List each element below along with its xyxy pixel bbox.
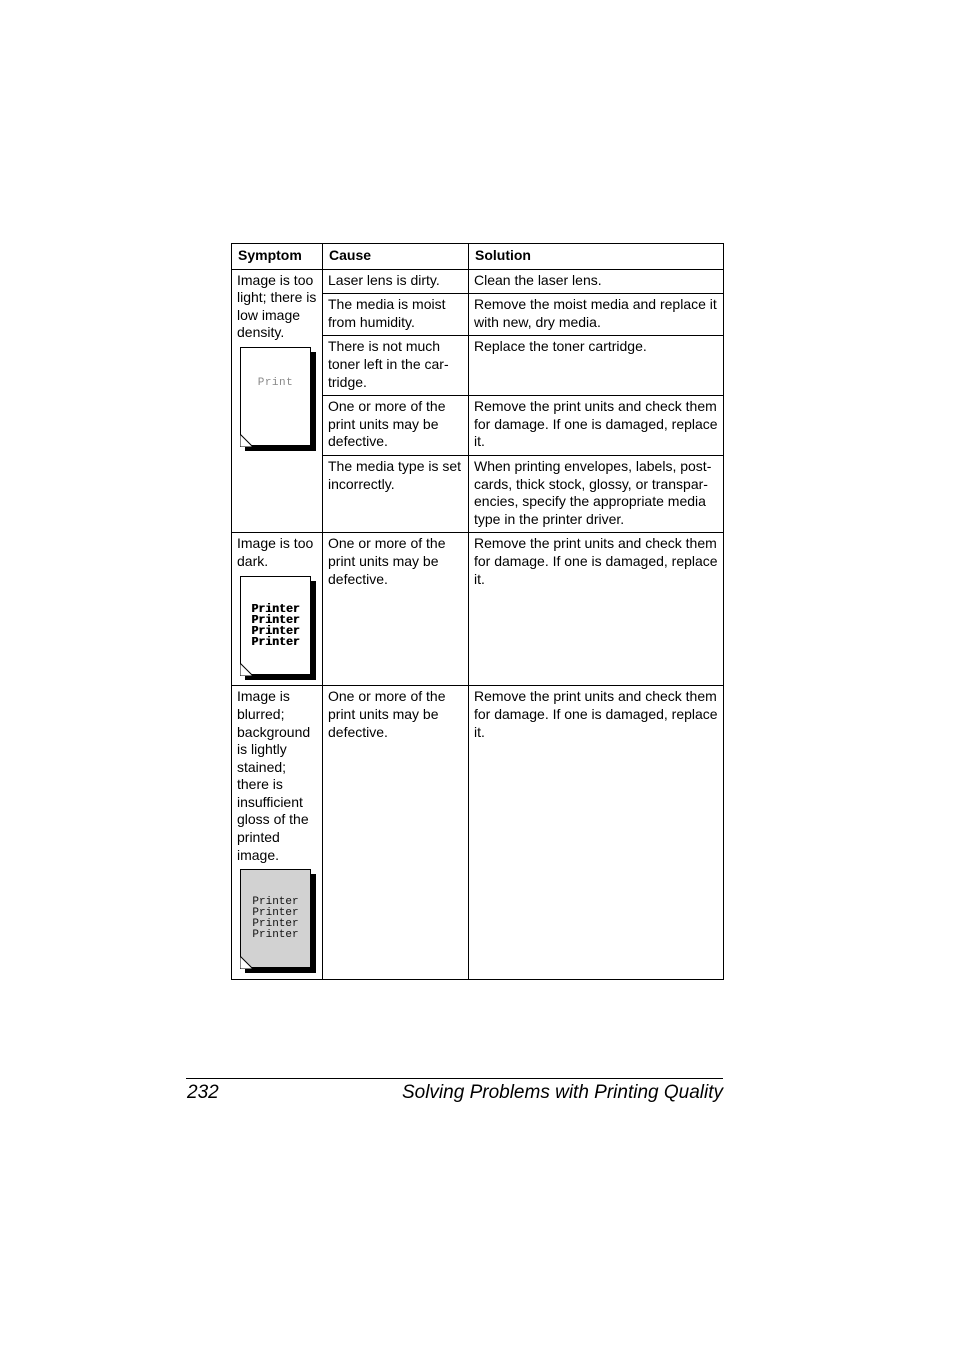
symptom-cell [232, 269, 323, 533]
symptom-text: Image is too dark. [237, 535, 314, 569]
header-solution: Solution [469, 244, 724, 270]
sample-text: Printer Printer Printer Printer [252, 896, 299, 942]
solution-cell: Remove the print units and check them for damage. If one is damaged, replace it. [469, 686, 724, 980]
header-symptom: Symptom [232, 244, 323, 270]
table-row [232, 686, 724, 980]
solution-cell: Clean the laser lens. [469, 269, 724, 294]
solution-cell: Remove the moist media and replace it with new, dry media. [469, 294, 724, 336]
cause-cell: The media is moist from humidity. [323, 294, 469, 336]
light-print-sample-image [240, 347, 314, 449]
dark-print-sample-image [240, 576, 314, 678]
cause-cell: There is not much toner left in the car-tridge. [323, 336, 469, 396]
symptom-cell [232, 686, 323, 980]
troubleshooting-table [231, 243, 724, 980]
footer-chapter-title: Solving Problems with Printing Quality [401, 1082, 723, 1103]
solution-cell: Remove the print units and check them for damage. If one is damaged, replace it. [469, 396, 724, 456]
sample-text: Print [257, 376, 294, 389]
solution-cell: When printing envelopes, labels, post-cards, thick stock, glossy, or transpar-encies, specify the appropriate media type in the printer driver. [469, 455, 724, 532]
table-header-row [232, 244, 724, 270]
cause-cell: One or more of the print units may be defective. [323, 686, 469, 980]
symptom-text: Image is too light; there is low image density. [237, 271, 317, 341]
footer-divider [186, 1078, 723, 1079]
header-cause: Cause [323, 244, 469, 270]
cause-cell: One or more of the print units may be defective. [323, 396, 469, 456]
cause-cell: The media type is set incorrectly. [323, 455, 469, 532]
cause-cell: Laser lens is dirty. [323, 269, 469, 294]
cause-cell: One or more of the print units may be defective. [323, 533, 469, 686]
solution-cell: Remove the print units and check them for damage. If one is damaged, replace it. [469, 533, 724, 686]
blurred-print-sample-image [240, 869, 314, 971]
page-number: 232 [187, 1082, 219, 1103]
sample-text: Printer Printer Printer Printer [251, 602, 300, 649]
table-row [232, 269, 724, 294]
table-row [232, 533, 724, 686]
symptom-text: Image is blurred; background is lightly stained; there is insufficient gloss of the printed image. [237, 688, 311, 863]
solution-cell: Replace the toner cartridge. [469, 336, 724, 396]
symptom-cell [232, 533, 323, 686]
